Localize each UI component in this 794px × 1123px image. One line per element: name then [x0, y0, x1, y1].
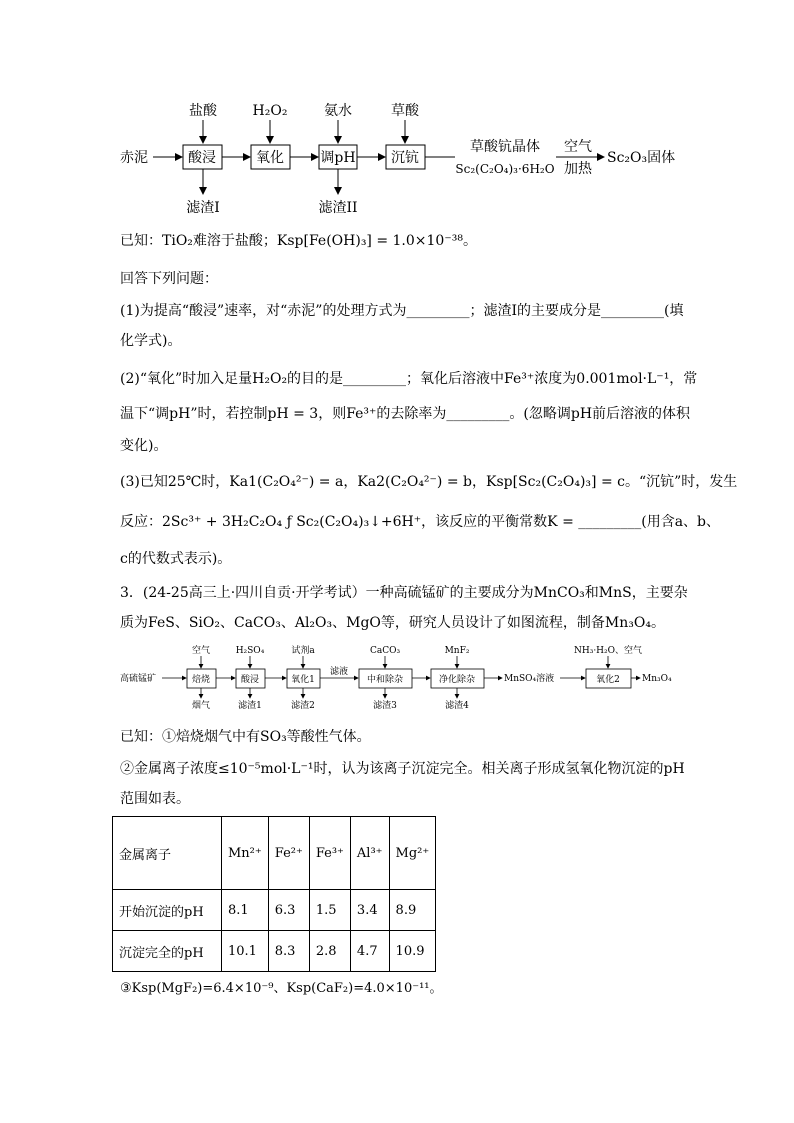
table-header-cell: Al³⁺: [350, 817, 389, 890]
flow-diagram-2: [0, 640, 794, 712]
question-2-line-3: 变化)。: [120, 438, 168, 454]
table-cell: 8.3: [268, 931, 309, 972]
table-cell: 4.7: [350, 931, 389, 972]
table-cell: 10.1: [222, 931, 269, 972]
question-1-line-2: 化学式)。: [120, 333, 182, 349]
table-header-cell: 金属离子: [113, 817, 222, 890]
flow1-final: Sc₂O₃固体: [607, 150, 676, 166]
known-info-2-ksp: ③Ksp(MgF₂)=6.4×10⁻⁹、Ksp(CaF₂)=4.0×10⁻¹¹。: [120, 981, 443, 996]
table-cell: 3.4: [350, 890, 389, 931]
flow2-box-label-1: 焙烧: [191, 675, 211, 685]
table-row: [113, 931, 436, 972]
table-cell: 6.3: [268, 890, 309, 931]
flow1-product-formula: Sc₂(C₂O₄)₃·6H₂O: [455, 162, 555, 176]
question-2-line-2: 温下“调pH”时，若控制pH = 3，则Fe³⁺的去除率为_________。(忽略调pH前后溶液的体积: [120, 406, 691, 422]
flow1-input-3: 氨水: [324, 103, 352, 119]
ph-range-table: [112, 816, 436, 972]
flow1-box-label-2: 氧化: [256, 150, 284, 166]
flow2-output-2: 滤渣1: [238, 701, 262, 711]
flow2-final: Mn₃O₄: [642, 674, 672, 684]
flow-diagram-1: [0, 0, 794, 230]
question-2-line-1: (2)“氧化”时加入足量H₂O₂的目的是_________；氧化后溶液中Fe³⁺浓度为0.001mol·L⁻¹，常: [120, 371, 698, 387]
flow2-input-5: MnF₂: [444, 646, 470, 656]
table-cell: 2.8: [309, 931, 350, 972]
question-3-line-3: c的代数式表示)。: [120, 551, 232, 567]
flow1-arrow-bottom: 加热: [564, 161, 592, 177]
flow2-box-label-5: 净化除杂: [438, 675, 476, 685]
flow1-box-label-3: 调pH: [320, 150, 356, 166]
flow2-output-4: 滤渣3: [373, 701, 397, 711]
flow1-product-name: 草酸钪晶体: [470, 139, 540, 155]
flow2-input-3: 试剂a: [291, 646, 315, 656]
flow2-output-3: 滤渣2: [291, 701, 315, 711]
flow2-solution: MnSO₄溶液: [504, 674, 555, 684]
known-info-2-title: 已知：①焙烧烟气中有SO₃等酸性气体。: [120, 729, 371, 745]
table-cell: 8.1: [222, 890, 269, 931]
flow2-start: 高硫锰矿: [120, 674, 157, 684]
flow1-arrow-top: 空气: [564, 139, 592, 155]
question-3-line-2: 反应：2Sc³⁺ + 3H₂C₂O₄ ƒ Sc₂(C₂O₄)₃↓+6H⁺，该反应的平衡常数K = _________(用含a、b、: [120, 514, 721, 530]
table-header-cell: Fe²⁺: [268, 817, 309, 890]
table-header-row: [113, 817, 436, 890]
flow2-box-label-2: 酸浸: [240, 675, 260, 685]
flow2-output-1: 烟气: [191, 701, 211, 711]
flow2-box-label-6: 氧化2: [596, 675, 620, 685]
known-info-2-line-2: 范围如表。: [120, 791, 190, 807]
flow1-residue-1: 滤渣I: [186, 200, 220, 216]
flow1-residue-2: 滤渣II: [318, 200, 358, 216]
table-cell: 开始沉淀的pH: [113, 890, 222, 931]
flow2-input-1: 空气: [191, 646, 211, 656]
flow2-filtrate: 滤液: [329, 667, 349, 677]
flow2-output-5: 滤渣4: [445, 701, 469, 711]
known-info-2-line-1: ②金属离子浓度≤10⁻⁵mol·L⁻¹时，认为该离子沉淀完全。相关离子形成氢氧化物沉淀的pH: [120, 761, 685, 777]
flow1-box-label-4: 沉钪: [391, 150, 419, 166]
flow2-input-4: CaCO₃: [369, 646, 401, 656]
table-header-cell: Mn²⁺: [222, 817, 269, 890]
question-3-line-1: (3)已知25℃时，Ka1(C₂O₄²⁻) = a，Ka2(C₂O₄²⁻) = b，Ksp[Sc₂(C₂O₄)₃] = c。“沉钪”时，发生: [120, 474, 738, 490]
problem-3-line-1: 3．(24-25高三上·四川自贡·开学考试）一种高硫锰矿的主要成分为MnCO₃和MnS，主要杂: [120, 585, 688, 601]
flow1-input-2: H₂O₂: [252, 103, 288, 119]
table-cell: 8.9: [389, 890, 436, 931]
table-header-cell: Fe³⁺: [309, 817, 350, 890]
table-row: [113, 890, 436, 931]
flow1-box-label-1: 酸浸: [188, 150, 216, 166]
table-cell: 10.9: [389, 931, 436, 972]
problem-3-line-2: 质为FeS、SiO₂、CaCO₃、Al₂O₃、MgO等，研究人员设计了如图流程，制备Mn₃O₄。: [120, 615, 665, 631]
flow1-input-1: 盐酸: [189, 103, 217, 119]
table-header-cell: Mg²⁺: [389, 817, 436, 890]
answer-prompt: 回答下列问题：: [120, 271, 218, 287]
question-1-line-1: (1)为提高“酸浸”速率，对“赤泥”的处理方式为_________；滤渣I的主要成分是_________(填: [120, 303, 684, 319]
flow2-box-label-4: 中和除杂: [366, 675, 404, 685]
table-cell: 沉淀完全的pH: [113, 931, 222, 972]
known-info-1: 已知：TiO₂难溶于盐酸；Ksp[Fe(OH)₃] = 1.0×10⁻³⁸。: [120, 233, 477, 249]
table-cell: 1.5: [309, 890, 350, 931]
flow2-input-2: H₂SO₄: [235, 646, 265, 656]
flow2-input-6: NH₃·H₂O、空气: [573, 646, 643, 656]
flow1-input-4: 草酸: [391, 103, 419, 119]
flow1-start: 赤泥: [120, 150, 148, 166]
flow2-box-label-3: 氧化1: [291, 675, 315, 685]
